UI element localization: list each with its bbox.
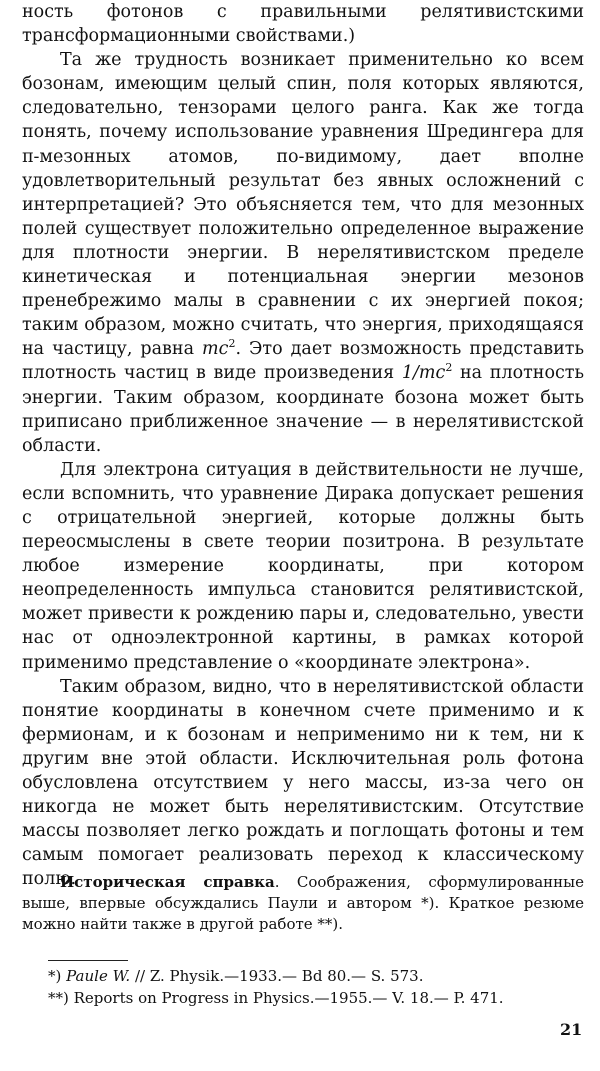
historical-note (22, 872, 584, 935)
footnote-mark: **) (48, 989, 69, 1007)
footnote-2 (48, 988, 504, 1008)
text-run: . Это дает возможность представить плотность частиц в виде произведения (22, 339, 584, 384)
page-number: 21 (560, 1020, 583, 1039)
formula-inverse-mc: 1/mc (401, 363, 446, 384)
main-text (22, 0, 584, 891)
note-text: . Соображения, сформулированные выше, впервые обсуждались Паули и автором *). Краткое резюме можно найти также в другой работе **). (22, 873, 584, 933)
footnote-ref: Reports on Progress in Physics.—1955.— V. 18.— P. 471. (68, 989, 504, 1007)
text-run: на плотность энергии. Таким образом, координате бозона может быть приписано приближенное значение — в нерелятивистской области. (22, 363, 584, 456)
footnote-author: Paule W. (66, 967, 131, 985)
paragraph-continuation: ность фотонов с правильными релятивистскими трансформационными свойствами.) (22, 2, 584, 47)
formula-superscript: 2 (228, 337, 236, 351)
footnote-divider (48, 960, 128, 961)
note-heading: Историческая справка (60, 873, 275, 891)
formula-mc: mc (202, 339, 229, 360)
formula-superscript: 2 (445, 361, 453, 375)
footnote-mark: *) (48, 967, 62, 985)
text-run: Та же трудность возникает применительно ко всем бозонам, имеющим целый спин, поля которых являются, следовательно, тензорами целого ранга. Как же тогда понять, почему использование уравнения Шредингера для π-мезонных атомов, по-видимому, дает вполне удовлетворительный результат без явных осложнений с интерпретацией? Это объясняется тем, что для мезонных полей существует положительно определенное выражение для плотности энергии. В нерелятивистском пределе кинетическая и потенциальная энергии мезонов пренебрежимо малы в сравнении с их энергией покоя; таким образом, можно считать, что энергия, приходящаяся на частицу, равна (22, 50, 584, 360)
paragraph-bosons (22, 48, 584, 458)
paragraph-electron: Для электрона ситуация в действительности не лучше, если вспомнить, что уравнение Дирака допускает решения с отрицательной энергией, которые должны быть переосмыслены в свете теории позитрона. В результате любое измерение координаты, при котором неопределенность импульса становится релятивистской, может привести к рождению пары и, следовательно, увести нас от одноэлектронной картины, в рамках которой применимо представление о «координате электрона». (22, 459, 584, 673)
paragraph-conclusion: Таким образом, видно, что в нерелятивистской области понятие координаты в конечном счете применимо и к фермионам, и к бозонам и неприменимо ни к тем, ни к другим вне этой области. Исключительная роль фотона обусловлена отсутствием у него массы, из-за чего он никогда не может быть нерелятивистским. Отсутствие массы позволяет легко рождать и поглощать фотоны и тем самым помогает реализовать переход к классическому полю. (22, 676, 584, 890)
footnote-ref: // Z. Physik.—1933.— Bd 80.— S. 573. (130, 967, 424, 985)
footnote-1 (48, 966, 424, 986)
